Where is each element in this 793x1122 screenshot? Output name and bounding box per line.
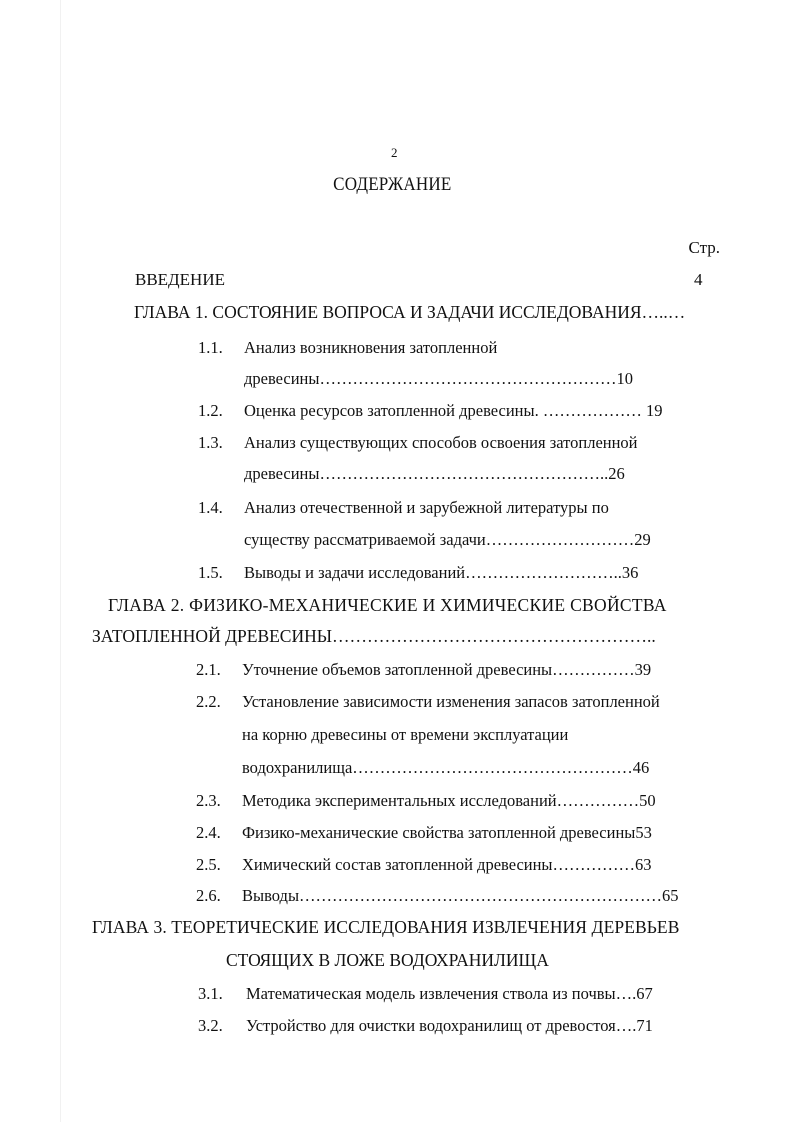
page-number: 2 (391, 145, 398, 160)
toc-introduction-page: 4 (694, 270, 703, 289)
toc-item-line: Химический состав затопленной древесины……………63 (242, 855, 652, 874)
toc-item-line: Выводы…………………………………………………………65 (242, 886, 679, 905)
toc-item-line: водохранилища……………………………………………46 (242, 758, 650, 777)
toc-item-line: на корню древесины от времени эксплуатации (242, 725, 569, 744)
toc-item-number: 2.1. (196, 660, 221, 679)
toc-item-line: Оценка ресурсов затопленной древесины. ……………… 19 (244, 401, 663, 420)
toc-chapter-2-heading-continued: ЗАТОПЛЕННОЙ ДРЕВЕСИНЫ……………………………………………….. (92, 626, 656, 646)
page-column-label: Стр. (688, 238, 720, 257)
toc-chapter-2-heading: ГЛАВА 2. ФИЗИКО-МЕХАНИЧЕСКИЕ И ХИМИЧЕСКИЕ СВОЙСТВА (108, 595, 667, 615)
toc-introduction-label: ВВЕДЕНИЕ (135, 270, 225, 289)
toc-item-number: 1.2. (198, 401, 223, 420)
toc-item-number: 2.4. (196, 823, 221, 842)
toc-chapter-3-heading-continued: СТОЯЩИХ В ЛОЖЕ ВОДОХРАНИЛИЩА (226, 950, 549, 970)
toc-item-line: Уточнение объемов затопленной древесины……………39 (242, 660, 652, 679)
toc-item-line: Математическая модель извлечения ствола из почвы….67 (246, 984, 653, 1003)
toc-item-number: 1.3. (198, 433, 223, 452)
toc-item-line: Установление зависимости изменения запасов затопленной (242, 692, 660, 711)
toc-item-line: Методика экспериментальных исследований……………50 (242, 791, 656, 810)
toc-chapter-1-heading: ГЛАВА 1. СОСТОЯНИЕ ВОПРОСА И ЗАДАЧИ ИССЛЕДОВАНИЯ…..… (134, 302, 686, 322)
toc-item-number: 1.1. (198, 338, 223, 357)
toc-item-number: 1.5. (198, 563, 223, 582)
toc-item-line: Выводы и задачи исследований………………………..36 (244, 563, 639, 582)
toc-item-line: Устройство для очистки водохранилищ от древостоя….71 (246, 1016, 653, 1035)
toc-item-line: древесины………………………………………………10 (244, 369, 633, 388)
toc-item-number: 1.4. (198, 498, 223, 517)
page-title: СОДЕРЖАНИЕ (333, 175, 452, 195)
toc-item-number: 2.2. (196, 692, 221, 711)
toc-item-number: 3.2. (198, 1016, 223, 1035)
toc-item-line: Физико-механические свойства затопленной древесины53 (242, 823, 652, 842)
scan-edge-line (60, 0, 61, 1122)
toc-item-line: существу рассматриваемой задачи………………………29 (244, 530, 651, 549)
toc-chapter-3-heading: ГЛАВА 3. ТЕОРЕТИЧЕСКИЕ ИССЛЕДОВАНИЯ ИЗВЛЕЧЕНИЯ ДЕРЕВЬЕВ (92, 917, 680, 937)
toc-item-number: 2.3. (196, 791, 221, 810)
toc-item-number: 3.1. (198, 984, 223, 1003)
toc-item-line: Анализ возникновения затопленной (244, 338, 498, 357)
toc-item-line: древесины……………………………………………..26 (244, 464, 625, 483)
toc-item-line: Анализ отечественной и зарубежной литературы по (244, 498, 609, 517)
toc-item-line: Анализ существующих способов освоения затопленной (244, 433, 638, 452)
toc-item-number: 2.6. (196, 886, 221, 905)
toc-item-number: 2.5. (196, 855, 221, 874)
